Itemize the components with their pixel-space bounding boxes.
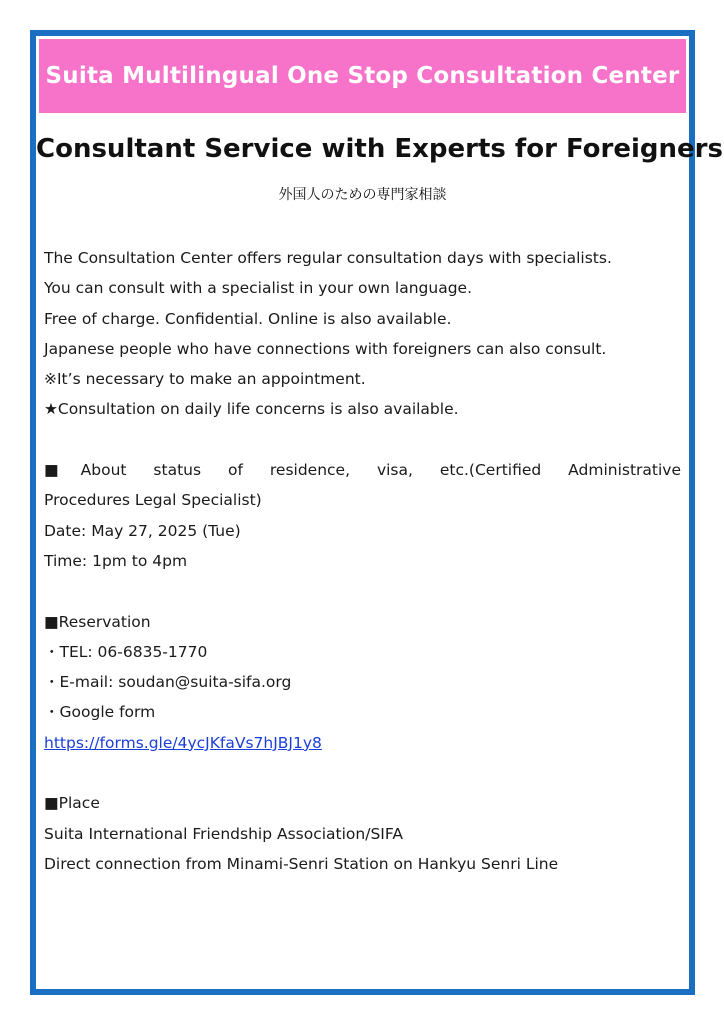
intro-line: ★Consultation on daily life concerns is also available. [44, 400, 459, 419]
banner-title: Suita Multilingual One Stop Consultation Center [45, 63, 680, 89]
reservation-email: ・E-mail: soudan@suita-sifa.org [44, 673, 292, 692]
spacer [44, 758, 681, 788]
intro-line: ※It’s necessary to make an appointment. [44, 370, 366, 389]
reservation-google-form: ・Google form [44, 703, 156, 722]
flyer-body [44, 243, 681, 879]
intro-line: You can consult with a specialist in your own language. [44, 279, 472, 298]
consultation-time: Time: 1pm to 4pm [44, 551, 188, 570]
intro-line: Japanese people who have connections with foreigners can also consult. [44, 339, 607, 358]
page-title: Consultant Service with Experts for Foreigners [36, 134, 723, 164]
place-heading: ■Place [44, 794, 100, 813]
flyer-frame [30, 30, 723, 995]
spacer [44, 425, 681, 455]
intro-line: Free of charge. Confidential. Online is also available. [44, 309, 452, 328]
consultation-date: Date: May 27, 2025 (Tue) [44, 521, 241, 540]
header-banner [39, 39, 686, 113]
status-heading-continued: Procedures Legal Specialist) [44, 491, 262, 510]
reservation-heading: ■Reservation [44, 612, 151, 631]
google-form-link[interactable]: https://forms.gle/4ycJKfaVs7hJBJ1y8 [44, 733, 322, 752]
intro-line: The Consultation Center offers regular consultation days with specialists. [44, 249, 612, 267]
place-name: Suita International Friendship Association/SIFA [44, 824, 403, 843]
page-subtitle-japanese: 外国人のための専門家相談 [278, 187, 447, 203]
status-heading: ■About status of residence, visa, etc.(Certified Administrative [44, 461, 681, 480]
spacer [44, 576, 681, 606]
reservation-tel: ・TEL: 06-6835-1770 [44, 642, 208, 661]
place-access: Direct connection from Minami-Senri Station on Hankyu Senri Line [44, 854, 559, 873]
